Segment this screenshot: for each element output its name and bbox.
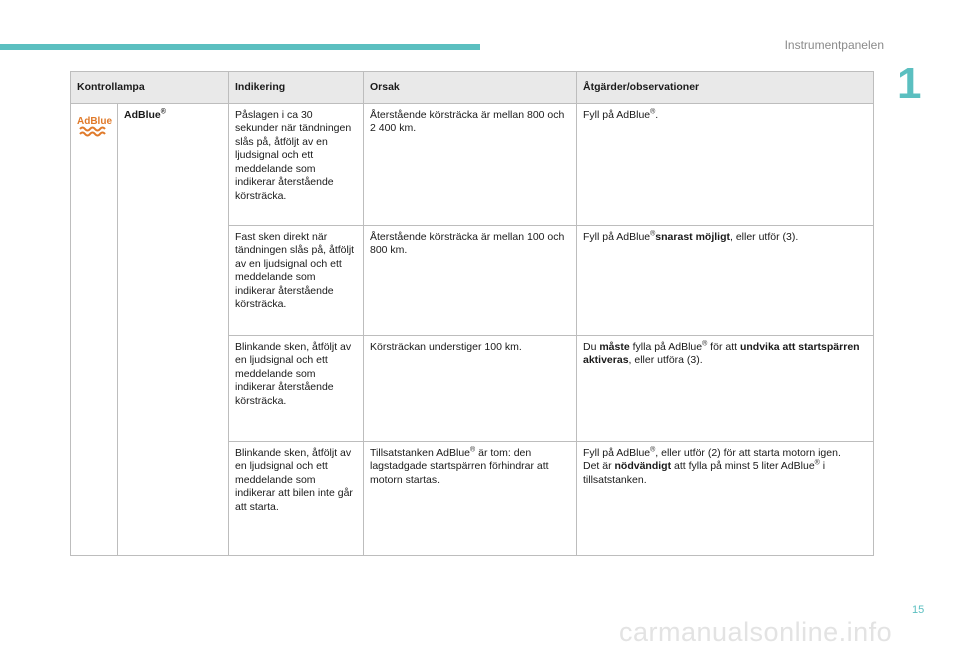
indikering-cell: Påslagen i ca 30 sekunder när tändningen slås på, åtföljt av en ljudsignal och ett meddelande som indikerar återstående körsträcka. bbox=[229, 104, 364, 226]
table-header-row bbox=[71, 72, 874, 104]
indikering-cell: Fast sken direkt när tändningen slås på, åtföljt av en ljudsignal och ett meddelande som indikerar återstående körsträcka. bbox=[229, 226, 364, 336]
chapter-number: 1 bbox=[897, 59, 922, 108]
watermark: carmanualsonline.info bbox=[619, 617, 893, 647]
page-number: 15 bbox=[912, 604, 925, 616]
lamp-name-cell bbox=[118, 104, 229, 556]
lamp-icon-cell bbox=[71, 104, 118, 556]
column-header-indikering: Indikering bbox=[229, 72, 364, 104]
atgard-cell: Fyll på AdBlue®, eller utför (2) för att starta motorn igen. Det är nödvändigt att fylla på minst 5 liter AdBlue® i tillsatstanken. bbox=[577, 442, 874, 556]
indikering-cell: Blinkande sken, åtföljt av en ljudsignal och ett meddelande som indikerar återstående körsträcka. bbox=[229, 336, 364, 442]
orsak-cell: Körsträckan understiger 100 km. bbox=[364, 336, 577, 442]
atgard-cell: Fyll på AdBlue®. bbox=[577, 104, 874, 226]
orsak-cell: Återstående körsträcka är mellan 800 och 2 400 km. bbox=[364, 104, 577, 226]
header-accent-bar bbox=[0, 44, 480, 50]
section-title: Instrumentpanelen bbox=[784, 38, 884, 52]
adblue-icon-text: AdBlue bbox=[77, 116, 112, 127]
atgard-cell: Fyll på AdBlue®snarast möjligt, eller utför (3). bbox=[577, 226, 874, 336]
column-header-orsak: Orsak bbox=[364, 72, 577, 104]
indikering-cell: Blinkande sken, åtföljt av en ljudsignal och ett meddelande som indikerar att bilen inte går att starta. bbox=[229, 442, 364, 556]
column-header-atgarder: Åtgärder/observationer bbox=[577, 72, 874, 104]
table-row bbox=[71, 104, 874, 226]
adblue-icon bbox=[77, 114, 113, 138]
orsak-cell: Återstående körsträcka är mellan 100 och 800 km. bbox=[364, 226, 577, 336]
lamp-name: AdBlue® bbox=[124, 108, 166, 121]
warning-lamp-table bbox=[70, 71, 874, 556]
column-header-kontrollampa: Kontrollampa bbox=[71, 72, 229, 104]
orsak-cell: Tillsatstanken AdBlue® är tom: den lagstadgade startspärren förhindrar att motorn startas. bbox=[364, 442, 577, 556]
atgard-cell: Du måste fylla på AdBlue® för att undvika att startspärren aktiveras, eller utföra (3). bbox=[577, 336, 874, 442]
